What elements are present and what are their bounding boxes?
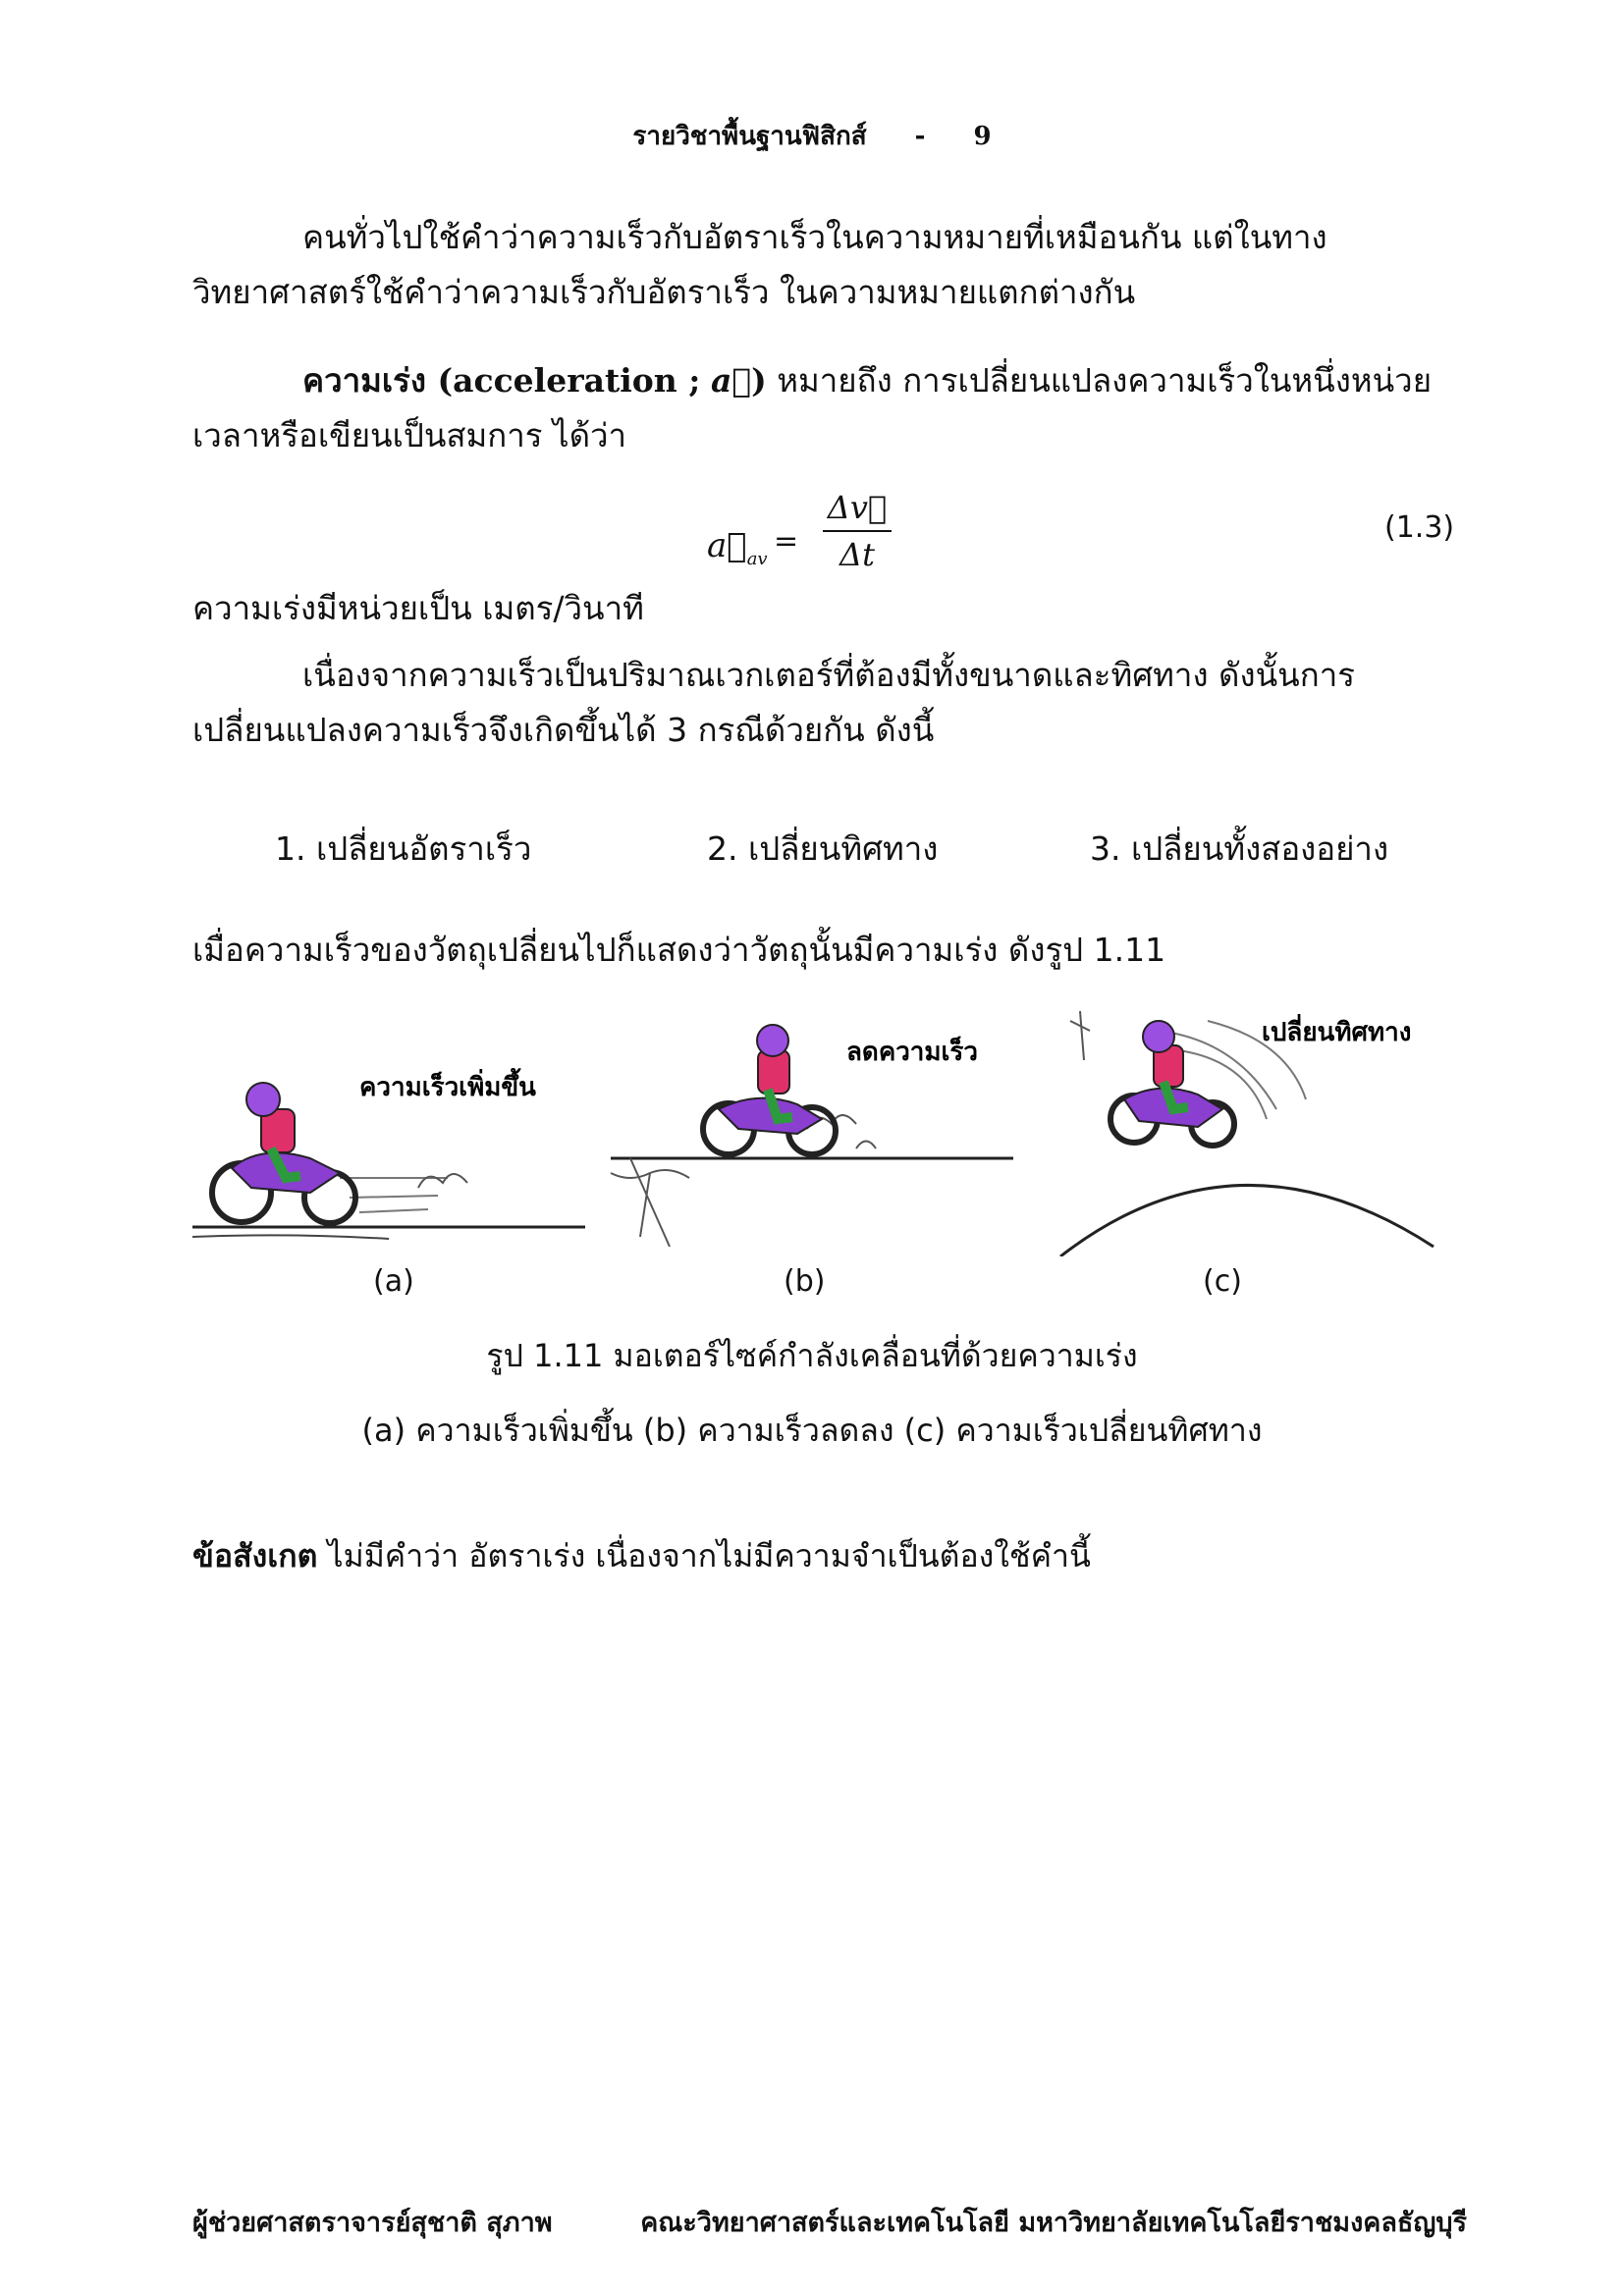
- header-title: รายวิชาพื้นฐานฟิสิกส์: [632, 122, 867, 151]
- note-label: ข้อสังเกต: [192, 1537, 318, 1575]
- equation-1-3: [707, 489, 923, 587]
- paragraph-velocity-speed: คนทั่วไปใช้คำว่าความเร็วกับอัตราเร็วในความหมายที่เหมือนกัน แต่ในทางวิทยาศาสตร์ใช้คำว่าความเร็วกับอัตราเร็ว ในความหมายแตกต่างกัน: [192, 218, 1327, 311]
- unit-line: ความเร่งมีหน่วยเป็น เมตร/วินาที: [192, 589, 644, 627]
- fraction-bar: [823, 530, 892, 532]
- equation-lhs: $a⃗_{av}$: [707, 526, 768, 569]
- equation-fraction: [823, 489, 892, 573]
- footer-author: ผู้ช่วยศาสตราจารย์สุชาติ สุภาพ: [192, 2208, 553, 2238]
- equation-denominator: Δt: [839, 536, 875, 573]
- term-close: ): [751, 361, 767, 400]
- equation-equals: =: [774, 524, 799, 559]
- acceleration-symbol: a⃗: [710, 361, 752, 400]
- figure-label-a: (a): [373, 1264, 414, 1299]
- header-separator: -: [914, 122, 926, 151]
- case-item-2: 2. เปลี่ยนทิศทาง: [707, 829, 939, 868]
- case-item-3: 3. เปลี่ยนทั้งสองอย่าง: [1090, 829, 1389, 868]
- footer-institution: คณะวิทยาศาสตร์และเทคโนโลยี มหาวิทยาลัยเทคโนโลยีราชมงคลธัญบุรี: [640, 2208, 1467, 2238]
- note-text: ไม่มีคำว่า อัตราเร่ง เนื่องจากไม่มีความจำเป็นต้องใช้คำนี้: [327, 1537, 1091, 1575]
- motorcycle-decelerating-illustration: [601, 1001, 1033, 1256]
- paragraph-figure-ref: เมื่อความเร็วของวัตถุเปลี่ยนไปก็แสดงว่าวัตถุนั้นมีความเร่ง ดังรูป 1.11: [192, 931, 1166, 969]
- motorcycle-accelerating-illustration: [192, 1001, 585, 1256]
- panel-a-caption: ความเร็วเพิ่มขึ้น: [359, 1073, 536, 1102]
- page-number: 9: [973, 122, 992, 151]
- figure-caption-line2: (a) ความเร็วเพิ่มขึ้น (b) ความเร็วลดลง (c) ความเร็วเปลี่ยนทิศทาง: [361, 1412, 1263, 1449]
- term-acceleration: ความเร่ง (acceleration ;: [302, 361, 701, 400]
- motorcycle-turning-illustration: [1041, 1001, 1453, 1256]
- figure-label-b: (b): [784, 1264, 826, 1299]
- equation-numerator: Δv⃗: [827, 489, 888, 526]
- panel-b-caption: ลดความเร็ว: [846, 1038, 978, 1067]
- figure-label-c: (c): [1203, 1264, 1242, 1299]
- figure-caption-line1: รูป 1.11 มอเตอร์ไซค์กำลังเคลื่อนที่ด้วยความเร่ง: [486, 1337, 1138, 1374]
- equation-number: (1.3): [1384, 510, 1455, 545]
- note-paragraph: [192, 1531, 1091, 1581]
- panel-c-caption: เปลี่ยนทิศทาง: [1262, 1018, 1412, 1047]
- paragraph-acceleration-definition: [192, 353, 1469, 463]
- case-item-1: 1. เปลี่ยนอัตราเร็ว: [275, 829, 532, 868]
- figure-panel-b: [601, 1001, 1033, 1256]
- definition-text: หมายถึง การเปลี่ยนแปลงความเร็วในหนึ่งหน่วยเวลาหรือเขียนเป็นสมการ ได้ว่า: [192, 361, 1433, 454]
- page-header: [0, 116, 1624, 156]
- figure-panel-c: [1041, 1001, 1453, 1256]
- figure-panel-a: [192, 1001, 585, 1256]
- paragraph-three-cases: เนื่องจากความเร็วเป็นปริมาณเวกเตอร์ที่ต้องมีทั้งขนาดและทิศทาง ดังนั้นการเปลี่ยนแปลงความเร็วจึงเกิดขึ้นได้ 3 กรณีด้วยกัน ดังนี้: [192, 656, 1355, 749]
